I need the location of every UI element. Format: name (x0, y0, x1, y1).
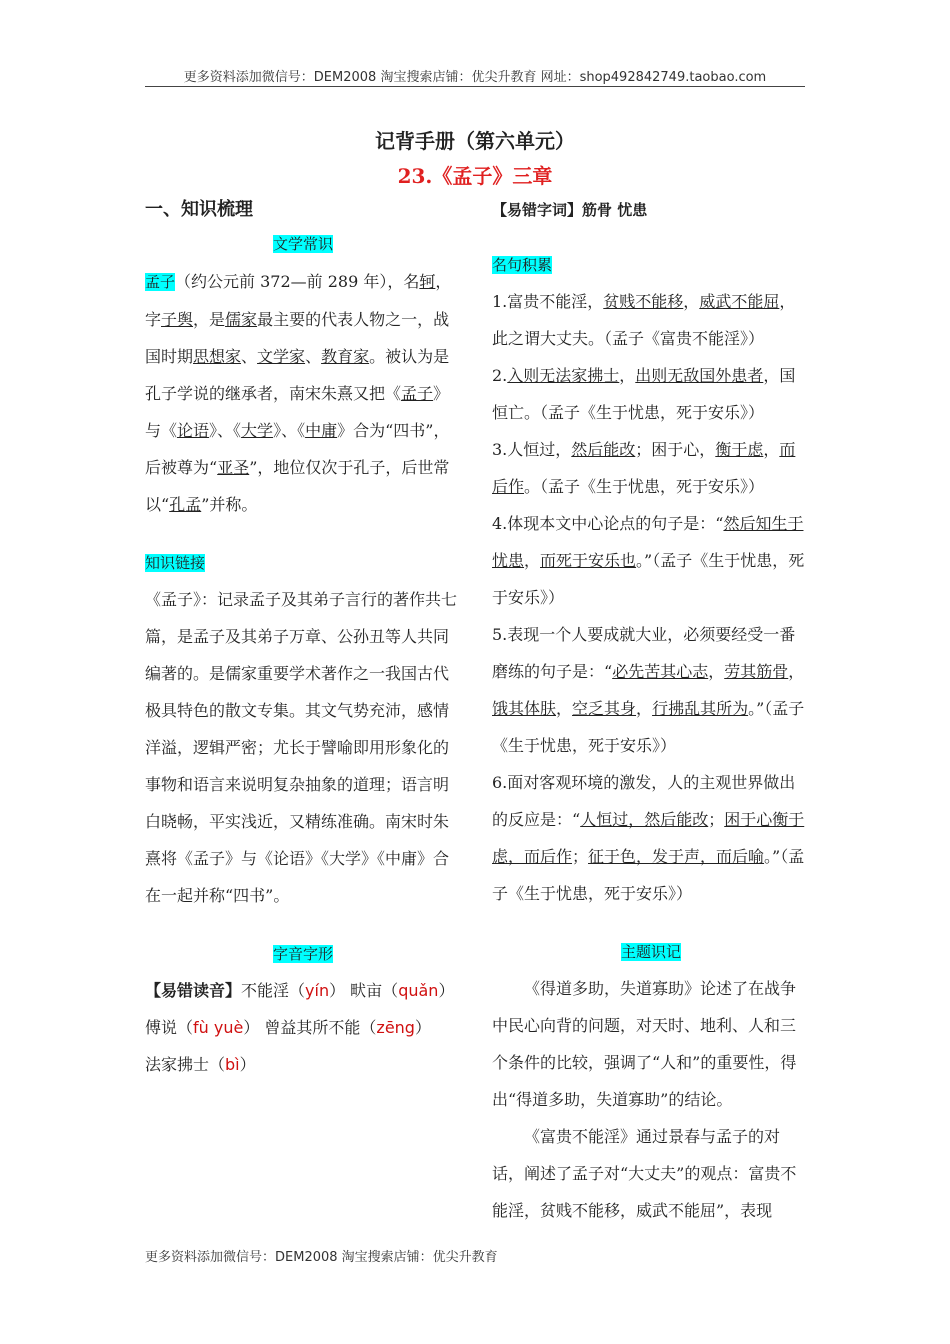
quote-4: 4.体现本文中心论点的句子是：“然后知生于忧患，而死于安乐也。”（孟子《生于忧患，死于安乐》） (492, 514, 805, 607)
page-title: 记背手册（第六单元） (375, 129, 575, 153)
lesson-title: 23.《孟子》三章 (397, 164, 553, 188)
quote-6: 6.面对客观环境的激发，人的主观世界做出的反应是：“人恒过，然后能改；困于心衡于虑，而后作；征于色，发于声，而后喻。”（孟子《生于忧患，死于安乐》） (492, 773, 805, 903)
pron-paragraph: 【易错读音】不能淫（yín） 畎亩（quǎn） 傅说（fù yuè） 曾益其所不能（zēng） 法家拂士（bì） (145, 981, 455, 1074)
quote-3: 3.人恒过，然后能改；困于心，衡于虑，而后作。（孟子《生于忧患，死于安乐》） (492, 440, 796, 496)
theme-label: 主题识记 (620, 943, 681, 961)
left-column (145, 195, 461, 1083)
theme-paragraph-1: 《得道多助，失道寡助》论述了在战争中民心向背的问题，对天时、地利、人和三个条件的比较，强调了“人和”的重要性，得出“得道多助，失道寡助”的结论。 (492, 979, 797, 1109)
link-label: 知识链接 (145, 554, 206, 572)
quotes-label: 名句积累 (492, 256, 553, 274)
right-column (492, 195, 810, 1229)
quote-5: 5.表现一个人要成就大业，必须要经受一番磨练的句子是：“必先苦其心志，劳其筋骨，饿其体肤，空乏其身，行拂乱其所为。”（孟子《生于忧患，死于安乐》） (492, 625, 805, 755)
theme-paragraph-2: 《富贵不能淫》通过景春与孟子的对话，阐述了孟子对“大丈夫”的观点：富贵不能淫，贫贱不能移，威武不能屈”，表现 (492, 1127, 797, 1220)
link-paragraph: 《孟子》：记录孟子及其弟子言行的著作共七篇，是孟子及其弟子万章、公孙丑等人共同编著的。是儒家重要学术著作之一我国古代极具特色的散文专集。其文气势充沛，感情洋溢，逻辑严密；尤长于譬喻即用形象化的事物和语言来说明复杂抽象的道理；语言明白晓畅，平实浅近，又精练准确。南宋时朱熹将《孟子》与《论语》《大学》《中庸》合在一起并称“四书”。 (145, 590, 458, 905)
quote-1: 1.富贵不能淫，贫贱不能移，威武不能屈，此之谓大丈夫。（孟子《富贵不能淫》） (492, 292, 796, 348)
page-header: 更多资料添加微信号：DEM2008 淘宝搜索店铺：优尖升教育 网址：shop492842749.taobao.com (183, 70, 767, 85)
header-divider (145, 86, 805, 87)
section-heading: 一、知识梳理 (145, 199, 253, 220)
lit-paragraph: 孟子（约公元前 372—前 289 年），名轲，字子舆，是儒家最主要的代表人物之一，战国时期思想家、文学家、教育家。被认为是孔子学说的继承者，南宋朱熹又把《孟子》与《论语》、《大学》、《中庸》合为“四书”，后被尊为“亚圣”，地位仅次于孔子，后世常以“孔孟”并称。 (145, 272, 452, 514)
lit-label: 文学常识 (272, 235, 333, 253)
quote-2: 2.入则无法家拂士，出则无敌国外患者，国恒亡。（孟子《生于忧患，死于安乐》） (492, 366, 796, 422)
typo-line: 【易错字词】筋骨 忧患 (492, 201, 648, 219)
pron-label: 字音字形 (272, 945, 333, 963)
page-footer: 更多资料添加微信号：DEM2008 淘宝搜索店铺：优尖升教育 (145, 1250, 498, 1265)
